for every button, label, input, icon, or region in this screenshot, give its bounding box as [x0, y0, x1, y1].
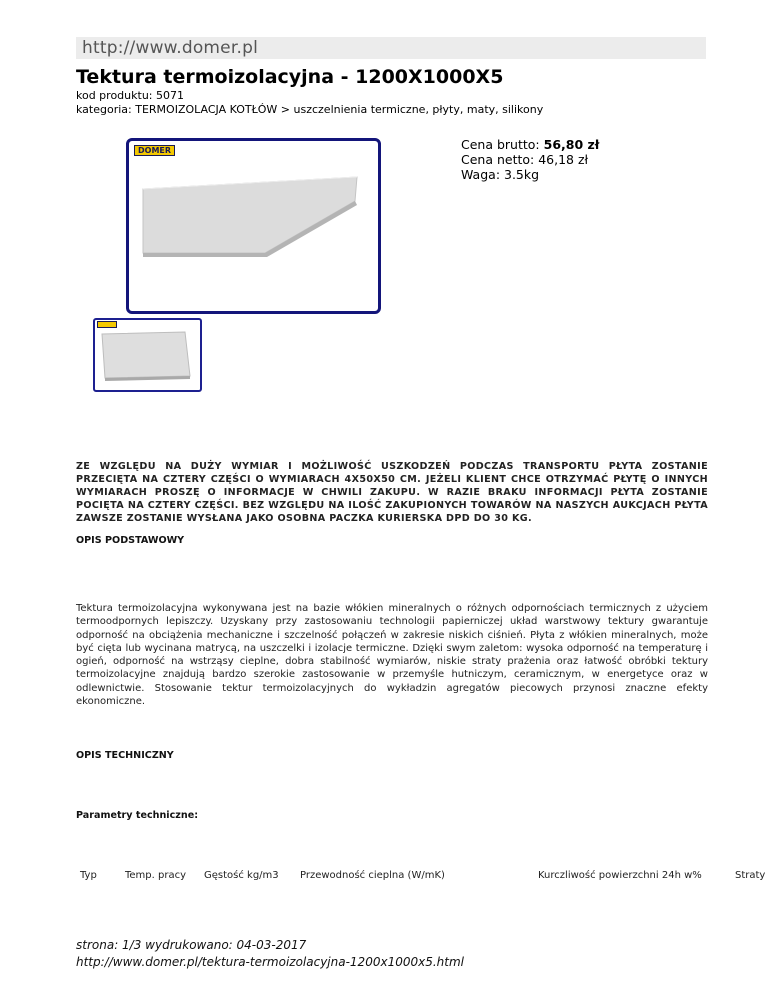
col-shrinkage: Kurczliwość powierzchni 24h w% [538, 870, 702, 881]
section-basic-description: OPIS PODSTAWOWY [76, 535, 185, 546]
price-box [461, 137, 599, 182]
col-temperature: Temp. pracy [125, 870, 187, 881]
footer-page-url[interactable]: http://www.domer.pl/tektura-termoizolacyjna-1200x1000x5.html [76, 955, 464, 969]
page-title: Tektura termoizolacyjna - 1200X1000X5 [76, 66, 504, 88]
col-density: Gęstość kg/m3 [204, 870, 279, 881]
board-thumbnail-illustration [95, 320, 200, 390]
gross-price-label: Cena brutto: [461, 137, 540, 152]
product-code: kod produktu: 5071 [76, 89, 184, 102]
net-price: Cena netto: 46,18 zł [461, 152, 589, 167]
section-technical-description: OPIS TECHNICZNY [76, 750, 174, 761]
main-product-image[interactable] [126, 138, 381, 314]
col-losses: Straty [735, 870, 766, 881]
shipping-notice: ZE WZGLĘDU NA DUŻY WYMIAR I MOŻLIWOŚĆ USZKODZEŃ PODCZAS TRANSPORTU PŁYTA ZOSTANIE PRZECIĘTA NA CZTERY CZĘŚCI O WYMIARACH 4X50X50 CM. JEŻELI KLIENT CHCE OTRZYMAĆ PŁYTĘ O INNYCH WYMIARACH PROSZĘ O INFORMACJE W CHWILI ZAKUPU. W RAZIE BRAKU INFORMACJI PŁYTA ZOSTANIE POCIĘTA NA CZTERY CZĘŚCI. BEZ WZGLĘDU NA ILOŚĆ ZAKUPIONYCH TOWARÓW NA NASZYCH AUKCJACH PŁYTA ZAWSZE ZOSTANIE WYSŁANA JAKO OSOBNA PACZKA KURIERSKA DPD DO 30 KG. [76, 461, 708, 524]
parameters-table-header [0, 870, 768, 884]
product-description: Tektura termoizolacyjna wykonywana jest na bazie włókien mineralnych o różnych odpornościach termicznych z użyciem termoodpornych lepiszczy. Uzyskany przy zastosowaniu technologii papierniczej układ warstwowy tektury gwarantuje odporność na obciążenia mechaniczne i szczelność połączeń w zakresie niskich ciśnień. Płyta z włókien mineralnych, może być cięta lub wycinana matrycą, na uszczelki i izolacje termiczne. Dzięki swym zaletom: wysoka odporność na temperaturę i ogień, odporność na wstrząsy cieplne, dobra stabilność wymiarów, niskie straty prażenia oraz łatwość obróbki tektury termoizolacyjne znajdują bardzo szerokie zastosowanie w przemyśle hutniczym, ceramicznym, w energetyce oraz w odlewnictwie. Stosowanie tektur termoizolacyjnych do wykładzin agregatów piecowych przynosi znaczne efekty ekonomiczne. [76, 603, 708, 708]
site-url[interactable]: http://www.domer.pl [76, 37, 706, 59]
gross-price-line [461, 137, 599, 152]
col-conductivity: Przewodność cieplna (W/mK) [300, 870, 445, 881]
product-category[interactable]: kategoria: TERMOIZOLACJA KOTŁÓW > uszczelnienia termiczne, płyty, maty, silikony [76, 103, 544, 116]
col-type: Typ [80, 870, 97, 881]
thumbnail-image[interactable] [93, 318, 202, 392]
weight: Waga: 3.5kg [461, 167, 540, 182]
domer-logo-small [97, 321, 117, 328]
board-illustration [129, 141, 378, 311]
technical-parameters-label: Parametry techniczne: [76, 810, 199, 821]
gross-price-value: 56,80 zł [543, 137, 600, 152]
domer-logo: DOMER [134, 145, 175, 156]
footer-page-info: strona: 1/3 wydrukowano: 04-03-2017 [76, 938, 307, 952]
